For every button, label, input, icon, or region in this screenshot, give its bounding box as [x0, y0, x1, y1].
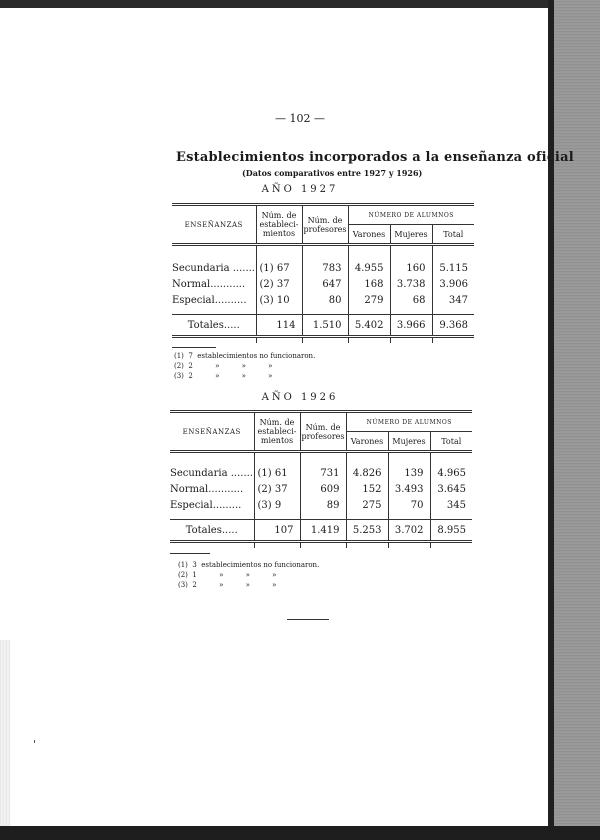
page-subtitle: (Datos comparativos entre 1927 y 1926) [242, 168, 423, 178]
totals-mujeres: 3.966 [390, 315, 432, 337]
row-mujeres: 3.493 [388, 482, 430, 498]
header-prof-line: profesores [303, 224, 347, 234]
row-profesores: 647 [302, 277, 348, 293]
row-name: Normal........... [170, 484, 244, 495]
totals-mujeres: 3.702 [388, 520, 430, 542]
row-establecimientos: (1) 67 [256, 261, 302, 277]
totals-profesores: 1.419 [300, 520, 346, 542]
page-edge-right [554, 0, 600, 840]
header-est-line: Núm. de [259, 418, 295, 427]
row-mujeres: 160 [390, 261, 432, 277]
table-1927 [172, 203, 474, 343]
table-row [170, 466, 472, 482]
header-mujeres: Mujeres [390, 225, 432, 245]
table-spacer-row [172, 245, 474, 261]
row-varones: 168 [348, 277, 390, 293]
header-ensenanzas [172, 205, 256, 245]
header-prof-line: Núm. de [305, 422, 341, 432]
header-num-profesores [300, 412, 346, 452]
row-establecimientos: (2) 37 [254, 482, 300, 498]
totals-profesores: 1.510 [302, 315, 348, 337]
row-establecimientos: (3) 9 [254, 498, 300, 514]
header-est-line: mientos [262, 229, 296, 238]
totals-varones: 5.402 [348, 315, 390, 337]
header-mujeres: Mujeres [388, 432, 430, 452]
row-name: Secundaria ....... [172, 263, 255, 274]
header-est-line: Núm. de [261, 211, 297, 220]
year-heading-1926: AÑO 1926 [261, 392, 339, 403]
row-total: 347 [432, 293, 474, 309]
row-name: Especial.......... [172, 295, 247, 306]
table-spacer-row [170, 542, 472, 548]
row-name: Especial......... [170, 500, 242, 511]
header-varones: Varones [346, 432, 388, 452]
row-establecimientos: (1) 61 [254, 466, 300, 482]
header-prof-line: profesores [301, 431, 345, 441]
row-profesores: 609 [300, 482, 346, 498]
totals-total: 8.955 [430, 520, 472, 542]
row-total: 3.645 [430, 482, 472, 498]
row-mujeres: 70 [388, 498, 430, 514]
row-profesores: 783 [302, 261, 348, 277]
header-num-establecimientos [256, 205, 302, 245]
header-numero-alumnos-label: NÚMERO DE ALUMNOS [366, 419, 452, 426]
header-numero-alumnos [346, 412, 472, 432]
row-varones: 4.826 [346, 466, 388, 482]
row-varones: 4.955 [348, 261, 390, 277]
table-row [172, 293, 474, 309]
table-header-row [172, 205, 474, 225]
end-rule [287, 619, 329, 620]
footnote: (1) 3 establecimientos no funcionaron. [178, 561, 320, 569]
footnote: (2) 1 » » » [178, 571, 277, 579]
row-total: 4.965 [430, 466, 472, 482]
totals-establecimientos: 107 [254, 520, 300, 542]
page-edge-top [0, 0, 600, 8]
row-profesores: 80 [302, 293, 348, 309]
header-total: Total [432, 225, 474, 245]
footnote-rule [170, 553, 210, 554]
totals-varones: 5.253 [346, 520, 388, 542]
row-total: 5.115 [432, 261, 474, 277]
footnotes-1927 [174, 351, 315, 381]
header-numero-alumnos-label: NÚMERO DE ALUMNOS [368, 212, 454, 219]
totals-label: Totales..... [185, 524, 238, 536]
row-establecimientos: (2) 37 [256, 277, 302, 293]
table-row [172, 277, 474, 293]
row-varones: 152 [346, 482, 388, 498]
table-totals-row [170, 520, 472, 542]
totals-label: Totales..... [187, 319, 240, 331]
page-number: — 102 — [275, 112, 325, 125]
footnote: (2) 2 » » » [174, 362, 273, 370]
row-name: Secundaria ....... [170, 468, 253, 479]
header-varones: Varones [348, 225, 390, 245]
footnotes-1926 [178, 560, 319, 590]
header-est-line: estableci- [259, 220, 299, 229]
footnote: (3) 2 » » » [178, 581, 277, 589]
footnote: (3) 2 » » » [174, 372, 273, 380]
row-varones: 275 [346, 498, 388, 514]
header-num-establecimientos [254, 412, 300, 452]
table-row [170, 482, 472, 498]
page-edge-bottom [0, 826, 600, 840]
table-header-row [170, 412, 472, 432]
totals-total: 9.368 [432, 315, 474, 337]
table-spacer-row [170, 452, 472, 466]
header-numero-alumnos [348, 205, 474, 225]
footnote: (1) 7 establecimientos no funcionaron. [174, 352, 316, 360]
header-prof-line: Núm. de [307, 215, 343, 225]
header-est-line: estableci- [257, 427, 297, 436]
table-row [170, 498, 472, 514]
row-total: 345 [430, 498, 472, 514]
header-ensenanzas-label: ENSEÑANZAS [184, 220, 243, 229]
header-est-line: mientos [260, 436, 294, 445]
row-mujeres: 139 [388, 466, 430, 482]
row-establecimientos: (3) 10 [256, 293, 302, 309]
header-ensenanzas [170, 412, 254, 452]
page-edge-left [0, 640, 10, 830]
scan-mark [34, 740, 35, 743]
row-varones: 279 [348, 293, 390, 309]
row-mujeres: 68 [390, 293, 432, 309]
row-name: Normal........... [172, 279, 246, 290]
year-heading-1927: AÑO 1927 [261, 184, 339, 195]
row-total: 3.906 [432, 277, 474, 293]
table-1926 [170, 410, 472, 548]
row-mujeres: 3.738 [390, 277, 432, 293]
row-profesores: 731 [300, 466, 346, 482]
page-title: Establecimientos incorporados a la enseñanza oficial [176, 150, 574, 165]
table-row [172, 261, 474, 277]
header-ensenanzas-label: ENSEÑANZAS [182, 427, 241, 436]
header-num-profesores [302, 205, 348, 245]
table-spacer-row [172, 337, 474, 343]
footnote-rule [172, 347, 216, 348]
row-profesores: 89 [300, 498, 346, 514]
totals-establecimientos: 114 [256, 315, 302, 337]
table-totals-row [172, 315, 474, 337]
header-total: Total [430, 432, 472, 452]
